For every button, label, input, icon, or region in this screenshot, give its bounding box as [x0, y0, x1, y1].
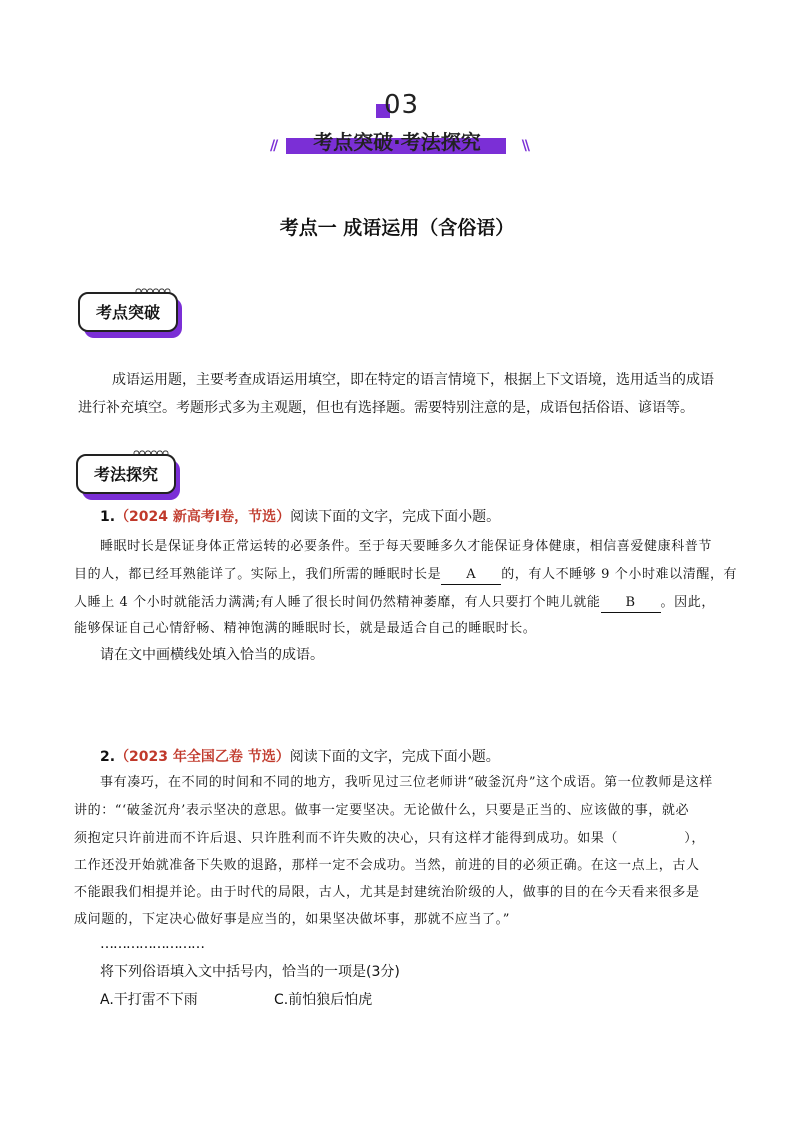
- q2-option-c: C.前怕狼后怕虎: [274, 992, 373, 1008]
- q2-number: 2.: [100, 749, 116, 765]
- intro-line-1: 成语运用题，主要考查成语运用填空，即在特定的语言情境下，根据上下文语境，选用适当的成语: [112, 372, 714, 388]
- q1-line2-text-a: 目的人，都已经耳熟能详了。实际上，我们所需的睡眠时长是: [74, 567, 442, 582]
- right-slash-decoration: \\: [521, 138, 528, 154]
- q1-passage-line-2: [74, 561, 737, 590]
- q1-source: （2024 新高考Ⅰ卷，节选）: [115, 509, 291, 525]
- tag-kaofa-tanjiu: [76, 448, 176, 494]
- q2-header: [100, 746, 500, 766]
- q2-passage-line-5: 不能跟我们相提并论。由于时代的局限，古人，尤其是封建统治阶级的人，做事的目的在今天看来很多是: [74, 885, 700, 900]
- q2-passage-line-3: 须抱定只许前进而不许后退、只许胜利而不许失败的决心，只有这样才能得到成功。如果（ ），: [74, 831, 705, 846]
- q1-passage-line-1: 睡眠时长是保证身体正常运转的必要条件。至于每天要睡多久才能保证身体健康，相信喜爱健康科普节: [100, 539, 713, 554]
- q1-instruction: 阅读下面的文字，完成下面小题。: [290, 509, 501, 525]
- q2-passage-line-6: 成问题的，下定决心做好事是应当的，如果坚决做坏事，那就不应当了。”: [74, 912, 510, 927]
- left-slash-decoration: //: [270, 138, 277, 154]
- q2-question: 将下列俗语填入文中括号内，恰当的一项是(3分): [100, 964, 400, 980]
- q1-question: 请在文中画横线处填入恰当的成语。: [100, 647, 324, 663]
- q1-line2-text-b: 的，有人不睡够 9 个小时难以清醒，有: [501, 567, 738, 582]
- q2-ellipsis: ……………………: [100, 936, 204, 952]
- section-number: [370, 90, 430, 120]
- section-title-banner: [270, 124, 528, 160]
- section-number-text: 03: [384, 90, 420, 120]
- blank-a: A: [441, 566, 501, 585]
- notebook-rings-icon: ᴑᴑᴑᴑᴑᴑ: [132, 448, 168, 459]
- q2-passage-line-4: 工作还没开始就准备下失败的退路，那样一定不会成功。当然，前进的目的必须正确。在这一点上，古人: [74, 858, 700, 873]
- q1-header: [100, 506, 500, 526]
- tag-label: 考法探究: [93, 465, 158, 484]
- notebook-rings-icon: ᴑᴑᴑᴑᴑᴑ: [134, 286, 170, 297]
- q2-option-a: A.干打雷不下雨: [100, 992, 198, 1008]
- q2-instruction: 阅读下面的文字，完成下面小题。: [289, 749, 500, 765]
- q1-number: 1.: [100, 509, 116, 525]
- tag-label: 考点突破: [95, 303, 160, 322]
- q1-line3-text-a: 人睡上 4 个小时就能活力满满;有人睡了很长时间仍然精神萎靡，有人只要打个盹儿就能: [74, 595, 601, 610]
- q1-passage-line-4: 能够保证自己心情舒畅、精神饱满的睡眠时长，就是最适合自己的睡眠时长。: [74, 621, 537, 636]
- q1-line3-text-b: 。因此，: [660, 595, 715, 610]
- main-heading: 考点一 成语运用（含俗语）: [279, 217, 515, 239]
- q2-passage-line-2: 讲的：“‘破釜沉舟’表示坚决的意思。做事一定要坚决。无论做什么，只要是正当的、应该做的事，就必: [74, 803, 690, 818]
- tag-kaodian-tupo: [78, 286, 178, 332]
- q2-passage-line-1: 事有凑巧，在不同的时间和不同的地方，我听见过三位老师讲“破釜沉舟”这个成语。第一位教师是这样: [100, 775, 713, 790]
- intro-line-2: 进行补充填空。考题形式多为主观题，但也有选择题。需要特别注意的是，成语包括俗语、谚语等。: [78, 400, 694, 416]
- section-title: 考点突破·考法探究: [313, 130, 481, 154]
- blank-b: B: [601, 594, 661, 613]
- q2-source: （2023 年全国乙卷 节选）: [115, 749, 290, 765]
- q1-passage-line-3: [74, 589, 715, 618]
